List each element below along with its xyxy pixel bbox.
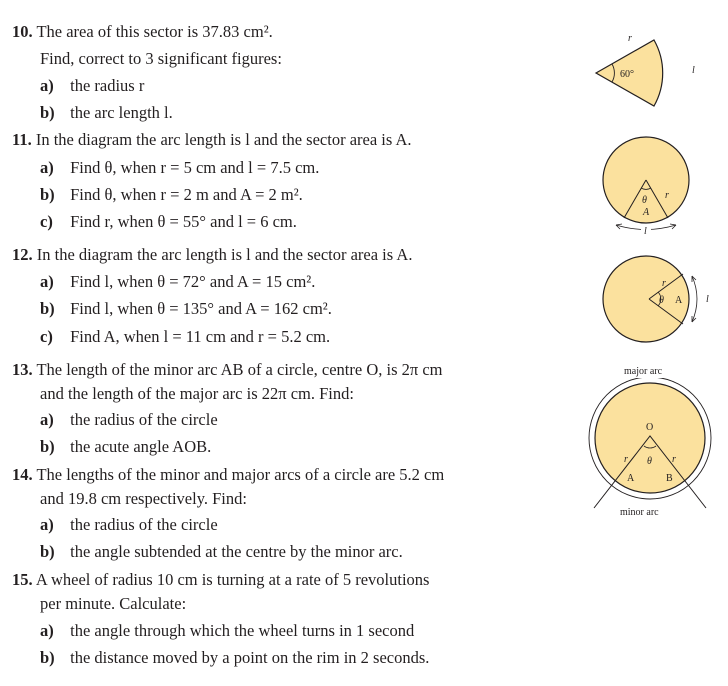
point-a-label: A [627,473,635,484]
part-text: the acute angle AOB. [70,437,212,456]
centre-label: O [646,422,654,433]
part-text: Find l, when θ = 72° and A = 15 cm². [70,272,316,291]
part-text: Find r, when θ = 55° and l = 6 cm. [70,212,297,231]
part-item [40,326,330,348]
question-number: 12. [12,245,33,264]
question-number: 10. [12,22,33,41]
point-b-label: B [666,473,673,484]
question-stem: In the diagram the arc length is l and the sector area is A. [36,245,413,264]
question-stem: A wheel of radius 10 cm is turning at a rate of 5 revolutions [35,570,430,589]
part-item [40,298,332,320]
question-stem: per minute. Calculate: [40,594,187,613]
area-label: A [643,207,650,218]
circle-shape [595,383,705,493]
sector-diagram-q10 [590,25,710,130]
arrow-heads [692,276,696,322]
angle-label: 60° [620,69,634,80]
part-item [40,184,303,206]
part-item [40,102,173,124]
part-label: a) [40,158,54,177]
part-text: the radius of the circle [70,410,218,429]
angle-label: θ [659,295,664,306]
radius-label: r [662,278,666,289]
part-item [40,647,429,669]
circle-diagram-q12 [594,252,724,352]
part-label: b) [40,542,55,561]
part-label: a) [40,272,54,291]
part-label: c) [40,212,53,231]
minor-arc-label: minor arc [620,507,659,518]
radius-right-label: r [672,454,676,465]
part-label: a) [40,621,54,640]
part-item [40,409,218,431]
question-number: 15. [12,570,33,589]
part-item [40,514,218,536]
part-item [40,157,319,179]
question-number: 13. [12,360,33,379]
part-text: the angle subtended at the centre by the minor arc. [70,542,403,561]
radius-label: r [628,33,632,44]
part-item [40,620,414,642]
part-label: b) [40,185,55,204]
part-label: a) [40,410,54,429]
part-text: the angle through which the wheel turns in 1 second [70,621,415,640]
part-item [40,541,403,563]
question-stem: In the diagram the arc length is l and the sector area is A. [35,130,412,149]
question-stem: Find, correct to 3 significant figures: [40,49,282,68]
arc-arrow [692,276,697,322]
part-label: c) [40,327,53,346]
major-arc-label: major arc [624,366,663,377]
part-item [40,436,211,458]
part-label: b) [40,437,55,456]
question-number: 11. [12,130,32,149]
part-text: the arc length l. [70,103,173,122]
part-item [40,211,297,233]
part-item [40,75,144,97]
part-label: b) [40,103,55,122]
part-label: b) [40,648,55,667]
question-stem: The lengths of the minor and major arcs of a circle are 5.2 cm [36,465,445,484]
part-text: the radius r [70,76,145,95]
part-text: Find A, when l = 11 cm and r = 5.2 cm. [70,327,331,346]
question-number: 14. [12,465,33,484]
question-stem: and the length of the major arc is 22π cm. Find: [40,384,354,403]
radius-label: r [665,190,669,201]
part-text: Find l, when θ = 135° and A = 162 cm². [70,299,332,318]
radius-left-label: r [624,454,628,465]
part-text: Find θ, when r = 5 cm and l = 7.5 cm. [70,158,320,177]
part-label: a) [40,76,54,95]
part-text: Find θ, when r = 2 m and A = 2 m². [70,185,303,204]
part-text: the radius of the circle [70,515,218,534]
arc-label: l [706,294,709,305]
part-label: a) [40,515,54,534]
question-stem: The length of the minor arc AB of a circle, centre O, is 2π cm [36,360,443,379]
part-label: b) [40,299,55,318]
circle-diagram-q11 [594,130,706,242]
part-text: the distance moved by a point on the rim in 2 seconds. [70,648,430,667]
angle-label: θ [647,456,652,467]
area-label: A [675,295,683,306]
question-stem: The area of this sector is 37.83 cm². [36,22,273,41]
part-item [40,271,315,293]
arc-label: l [644,226,647,237]
question-stem: and 19.8 cm respectively. Find: [40,489,247,508]
angle-label: θ [642,195,647,206]
arc-label: l [692,65,695,76]
circle-diagram-q13 [586,358,722,534]
